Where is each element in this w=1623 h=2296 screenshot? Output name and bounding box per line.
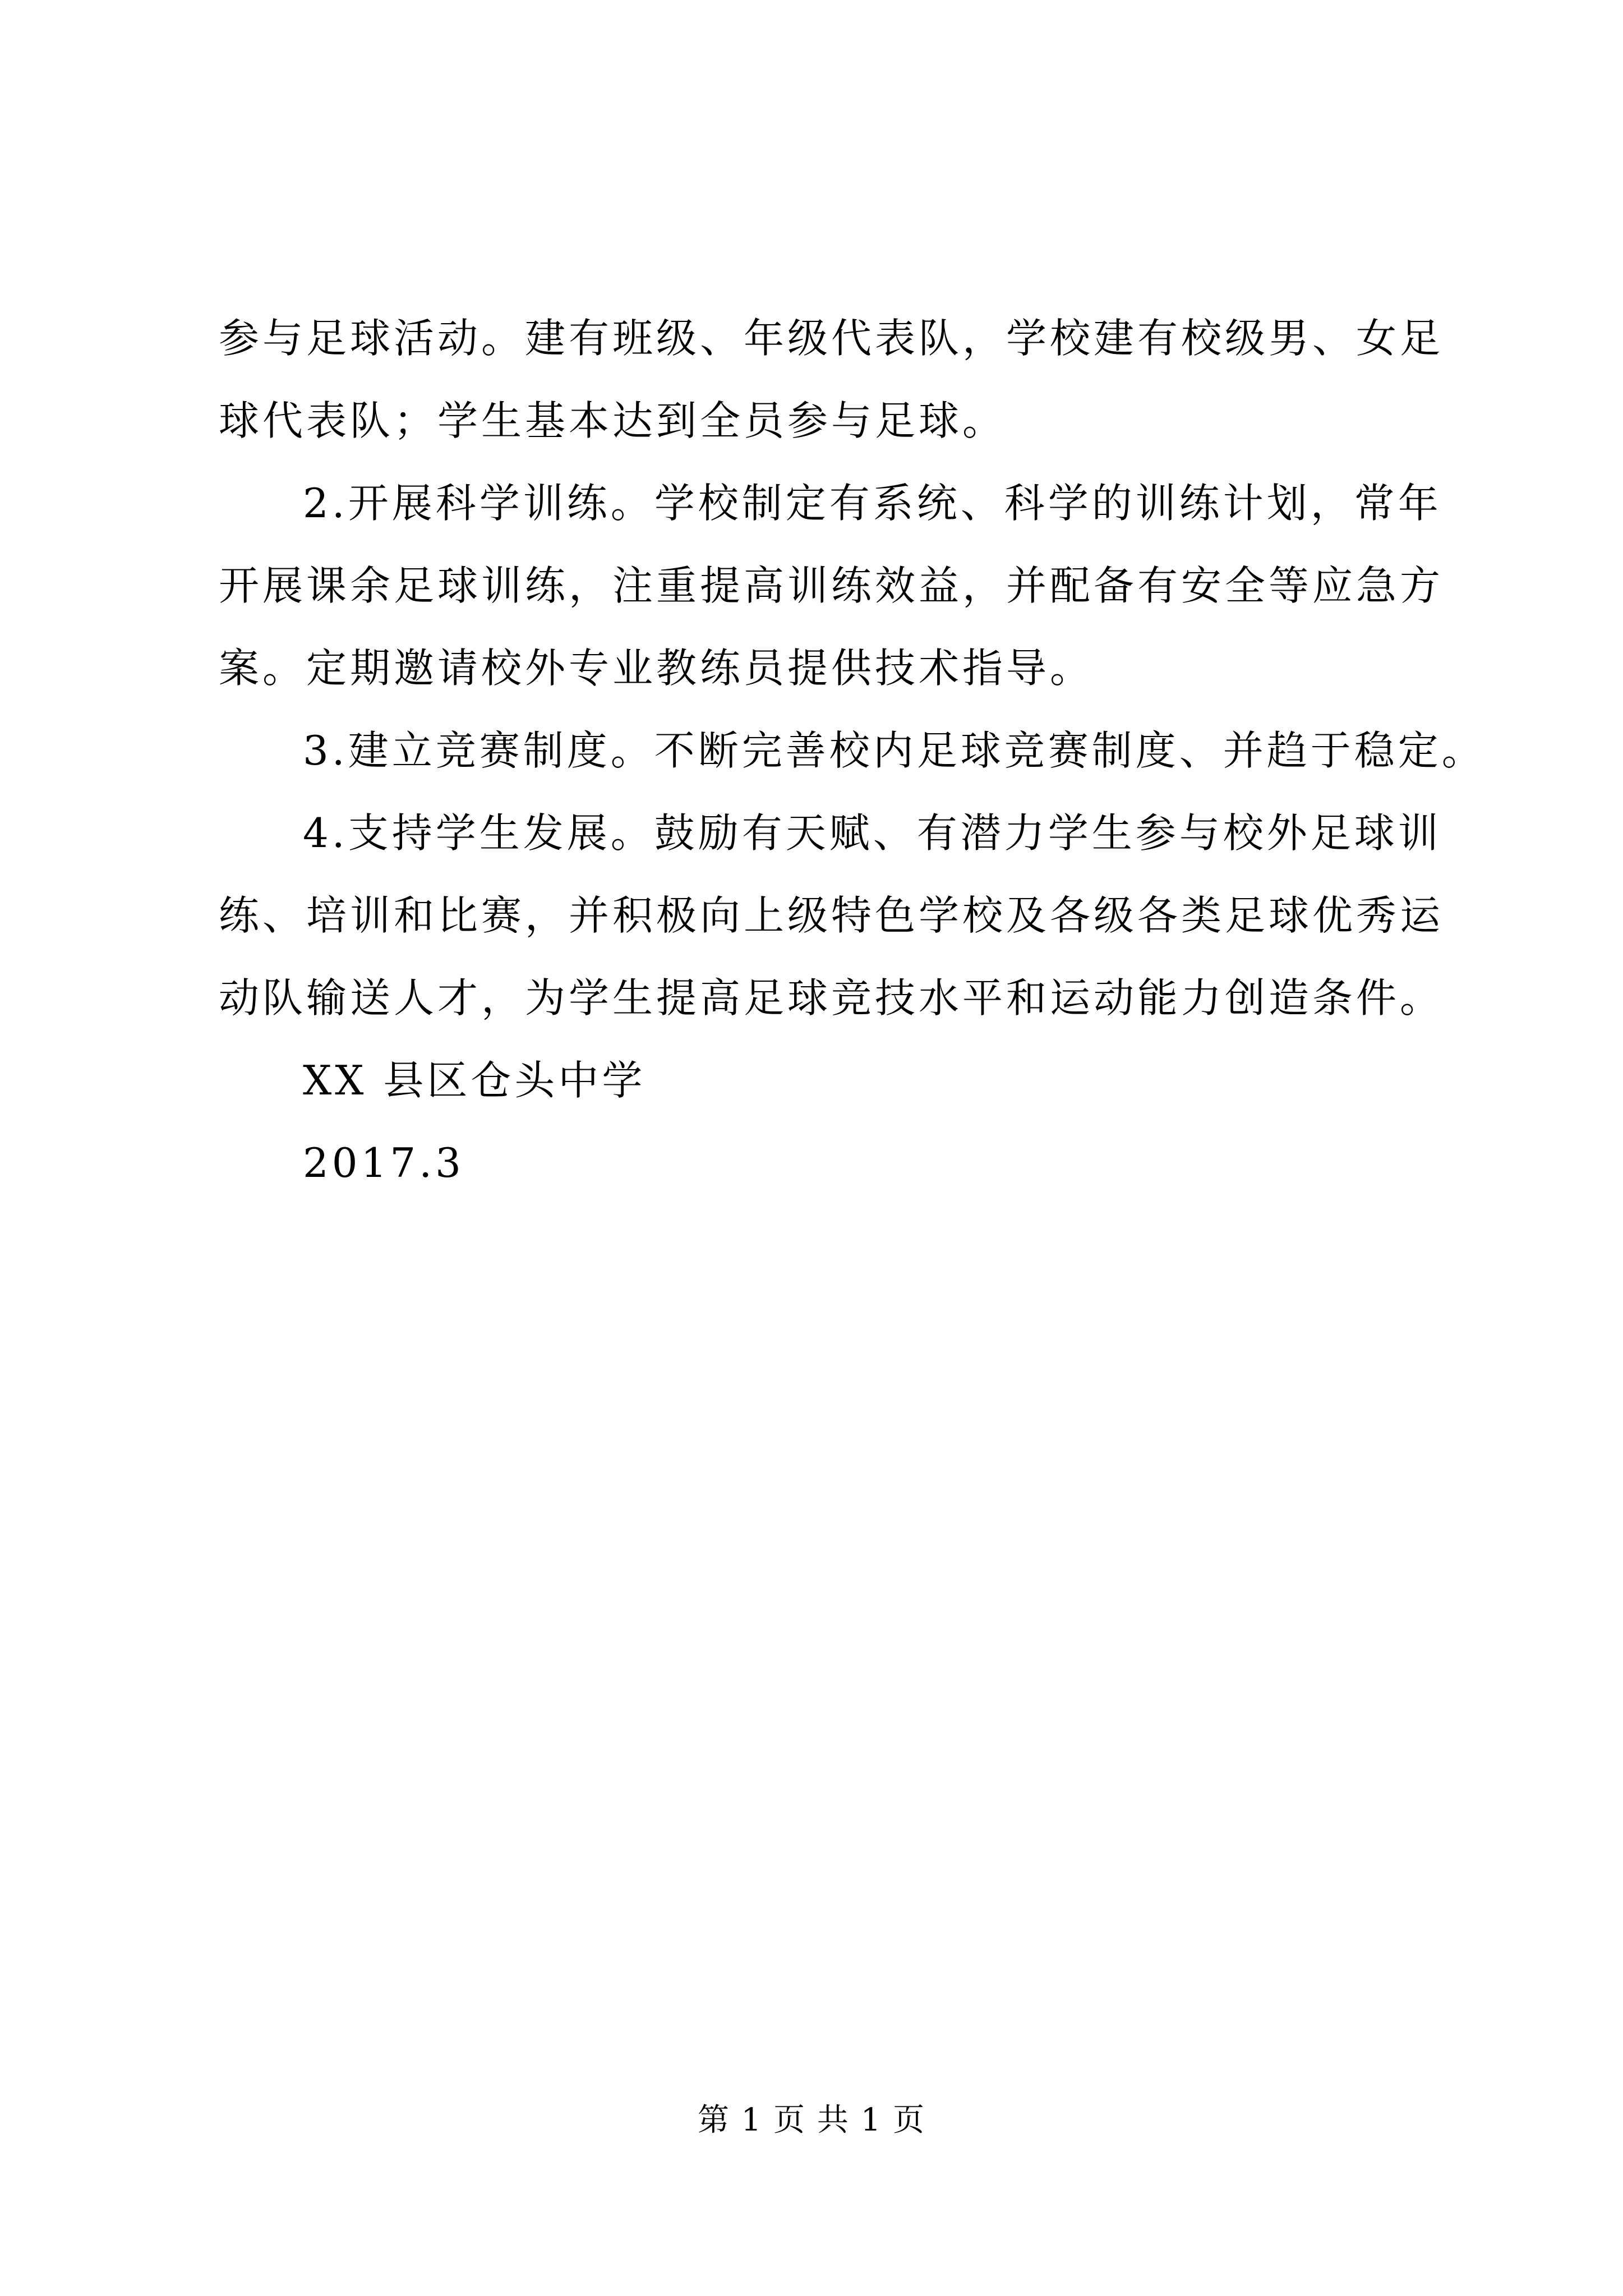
paragraph-line: 练、培训和比赛，并积极向上级特色学校及各级各类足球优秀运 [219,892,1444,939]
signature-date: 2017.3 [303,1139,464,1186]
paragraph-line: 球代表队；学生基本达到全员参与足球。 [219,397,1007,444]
paragraph-line: 参与足球活动。建有班级、年级代表队，学校建有校级男、女足 [219,315,1444,362]
paragraph-line: 动队输送人才，为学生提高足球竞技水平和运动能力创造条件。 [219,974,1444,1022]
signature-school: XX 县区仓头中学 [303,1057,646,1104]
document-body [219,297,1486,1204]
paragraph-line: 4.支持学生发展。鼓励有天赋、有潜力学生参与校外足球训 [303,809,1442,857]
paragraph-line: 2.开展科学训练。学校制定有系统、科学的训练计划，常年 [303,480,1442,527]
page-footer: 第 1 页 共 1 页 [697,2102,926,2138]
paragraph-line: 开展课余足球训练，注重提高训练效益，并配备有安全等应急方 [219,562,1444,609]
paragraph-line: 案。定期邀请校外专业教练员提供技术指导。 [219,645,1094,692]
paragraph-line: 3.建立竞赛制度。不断完善校内足球竞赛制度、并趋于稳定。 [303,727,1486,774]
